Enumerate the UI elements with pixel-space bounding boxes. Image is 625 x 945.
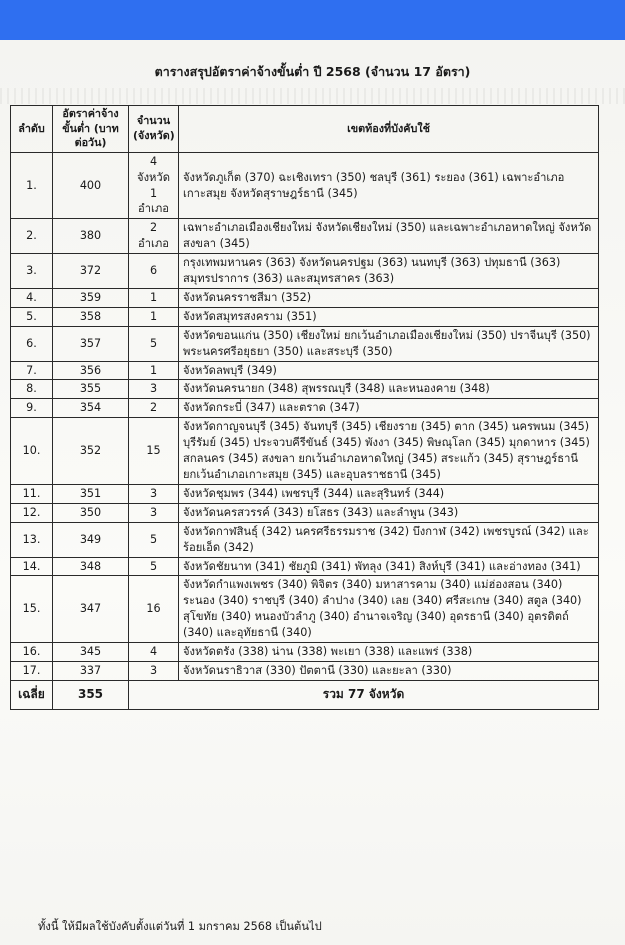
table-row xyxy=(11,557,599,576)
table-row xyxy=(11,307,599,326)
row-rank: 8. xyxy=(11,380,53,399)
row-area: จังหวัดกาฬสินธุ์ (342) นครศรีธรรมราช (342) บึงกาฬ (342) เพชรบูรณ์ (342) และร้อยเอ็ด (342) xyxy=(179,522,599,557)
row-count: 16 xyxy=(129,576,179,643)
row-rate: 345 xyxy=(53,643,129,662)
row-rate: 357 xyxy=(53,326,129,361)
row-area: จังหวัดนครราชสีมา (352) xyxy=(179,288,599,307)
table-body xyxy=(11,152,599,680)
row-rate: 359 xyxy=(53,288,129,307)
header-count: จำนวน (จังหวัด) xyxy=(129,106,179,153)
row-rank: 7. xyxy=(11,361,53,380)
row-area: จังหวัดกำแพงเพชร (340) พิจิตร (340) มหาสารคาม (340) แม่ฮ่องสอน (340) ระนอง (340) ราชบุรี (340) ลำปาง (340) เลย (340) ศรีสะเกษ (340) สตูล (340) สุโขทัย (340) หนองบัวลำภู (340) อำนาจเจริญ (340) อุดรธานี (340) อุตรดิตถ์ (340) และอุทัยธานี (340) xyxy=(179,576,599,643)
row-rank: 13. xyxy=(11,522,53,557)
row-count: 3 xyxy=(129,661,179,680)
row-area: จังหวัดสมุทรสงคราม (351) xyxy=(179,307,599,326)
row-count: 2 xyxy=(129,399,179,418)
table-row xyxy=(11,361,599,380)
table-row xyxy=(11,152,599,219)
row-count: 3 xyxy=(129,380,179,399)
paper-texture xyxy=(0,88,625,104)
row-area: จังหวัดขอนแก่น (350) เชียงใหม่ ยกเว้นอำเภอเมืองเชียงใหม่ (350) ปราจีนบุรี (350) พระนครศรีอยุธยา (350) และสระบุรี (350) xyxy=(179,326,599,361)
row-area: จังหวัดภูเก็ต (370) ฉะเชิงเทรา (350) ชลบุรี (361) ระยอง (361) เฉพาะอำเภอเกาะสมุย จังหวัดสุราษฎร์ธานี (345) xyxy=(179,152,599,219)
row-rate: 348 xyxy=(53,557,129,576)
table-total-row xyxy=(11,680,599,709)
table-row xyxy=(11,503,599,522)
row-area: จังหวัดลพบุรี (349) xyxy=(179,361,599,380)
row-rank: 6. xyxy=(11,326,53,361)
row-rank: 16. xyxy=(11,643,53,662)
header-area: เขตท้องที่บังคับใช้ xyxy=(179,106,599,153)
table-row xyxy=(11,418,599,485)
row-rate: 358 xyxy=(53,307,129,326)
row-count: 1 xyxy=(129,307,179,326)
row-count: 1 xyxy=(129,288,179,307)
row-rate: 356 xyxy=(53,361,129,380)
row-rate: 372 xyxy=(53,254,129,289)
total-label: เฉลี่ย xyxy=(11,680,53,709)
row-rank: 4. xyxy=(11,288,53,307)
row-count: 15 xyxy=(129,418,179,485)
table-row xyxy=(11,576,599,643)
minimum-wage-table xyxy=(10,105,599,710)
row-rank: 3. xyxy=(11,254,53,289)
row-area: กรุงเทพมหานคร (363) จังหวัดนครปฐม (363) นนทบุรี (363) ปทุมธานี (363) สมุทรปราการ (363) และสมุทรสาคร (363) xyxy=(179,254,599,289)
table-header-row xyxy=(11,106,599,153)
row-rank: 12. xyxy=(11,503,53,522)
row-area: จังหวัดกาญจนบุรี (345) จันทบุรี (345) เชียงราย (345) ตาก (345) นครพนม (345) บุรีรัมย์ (345) ประจวบคีรีขันธ์ (345) พังงา (345) พิษณุโลก (345) มุกดาหาร (345) สกลนคร (345) สงขลา ยกเว้นอำเภอหาดใหญ่ (345) สระแก้ว (345) สุราษฎร์ธานี ยกเว้นอำเภอเกาะสมุย (345) และอุบลราชธานี (345) xyxy=(179,418,599,485)
row-count: 5 xyxy=(129,522,179,557)
row-rate: 347 xyxy=(53,576,129,643)
table-row xyxy=(11,288,599,307)
row-area: จังหวัดกระบี่ (347) และตราด (347) xyxy=(179,399,599,418)
row-rate: 337 xyxy=(53,661,129,680)
row-area: จังหวัดชุมพร (344) เพชรบุรี (344) และสุรินทร์ (344) xyxy=(179,484,599,503)
row-count: 2 อำเภอ xyxy=(129,219,179,254)
row-rate: 380 xyxy=(53,219,129,254)
row-rate: 352 xyxy=(53,418,129,485)
table-row xyxy=(11,661,599,680)
row-count: 5 xyxy=(129,326,179,361)
row-area: จังหวัดชัยนาท (341) ชัยภูมิ (341) พัทลุง (341) สิงห์บุรี (341) และอ่างทอง (341) xyxy=(179,557,599,576)
row-rate: 351 xyxy=(53,484,129,503)
row-count: 1 xyxy=(129,361,179,380)
row-rank: 1. xyxy=(11,152,53,219)
table-row xyxy=(11,254,599,289)
row-area: จังหวัดนราธิวาส (330) ปัตตานี (330) และยะลา (330) xyxy=(179,661,599,680)
row-rank: 17. xyxy=(11,661,53,680)
row-count: 3 xyxy=(129,503,179,522)
header-rate: อัตราค่าจ้างขั้นต่ำ (บาทต่อวัน) xyxy=(53,106,129,153)
header-rank: ลำดับ xyxy=(11,106,53,153)
row-rate: 349 xyxy=(53,522,129,557)
row-rank: 5. xyxy=(11,307,53,326)
row-rate: 354 xyxy=(53,399,129,418)
table-row xyxy=(11,522,599,557)
row-area: จังหวัดตรัง (338) น่าน (338) พะเยา (338) และแพร่ (338) xyxy=(179,643,599,662)
table-row xyxy=(11,643,599,662)
document-title: ตารางสรุปอัตราค่าจ้างขั้นต่ำ ปี 2568 (จำนวน 17 อัตรา) xyxy=(154,64,471,79)
row-rank: 15. xyxy=(11,576,53,643)
row-count: 5 xyxy=(129,557,179,576)
table-row xyxy=(11,326,599,361)
row-rank: 2. xyxy=(11,219,53,254)
row-rate: 350 xyxy=(53,503,129,522)
total-summary: รวม 77 จังหวัด xyxy=(129,680,599,709)
row-count: 4 xyxy=(129,643,179,662)
row-count: 6 xyxy=(129,254,179,289)
table-row xyxy=(11,399,599,418)
row-area: เฉพาะอำเภอเมืองเชียงใหม่ จังหวัดเชียงใหม่ (350) และเฉพาะอำเภอหาดใหญ่ จังหวัดสงขลา (345) xyxy=(179,219,599,254)
table-row xyxy=(11,219,599,254)
footer-note: ทั้งนี้ ให้มีผลใช้บังคับตั้งแต่วันที่ 1 มกราคม 2568 เป็นต้นไป xyxy=(38,920,322,933)
row-rank: 10. xyxy=(11,418,53,485)
top-app-bar xyxy=(0,0,625,40)
row-count: 3 xyxy=(129,484,179,503)
row-rate: 400 xyxy=(53,152,129,219)
row-rate: 355 xyxy=(53,380,129,399)
row-area: จังหวัดนครสวรรค์ (343) ยโสธร (343) และลำพูน (343) xyxy=(179,503,599,522)
table-row xyxy=(11,484,599,503)
row-rank: 9. xyxy=(11,399,53,418)
row-count: 4 จังหวัด 1 อำเภอ xyxy=(129,152,179,219)
row-rank: 11. xyxy=(11,484,53,503)
table-row xyxy=(11,380,599,399)
total-rate: 355 xyxy=(53,680,129,709)
row-area: จังหวัดนครนายก (348) สุพรรณบุรี (348) และหนองคาย (348) xyxy=(179,380,599,399)
row-rank: 14. xyxy=(11,557,53,576)
